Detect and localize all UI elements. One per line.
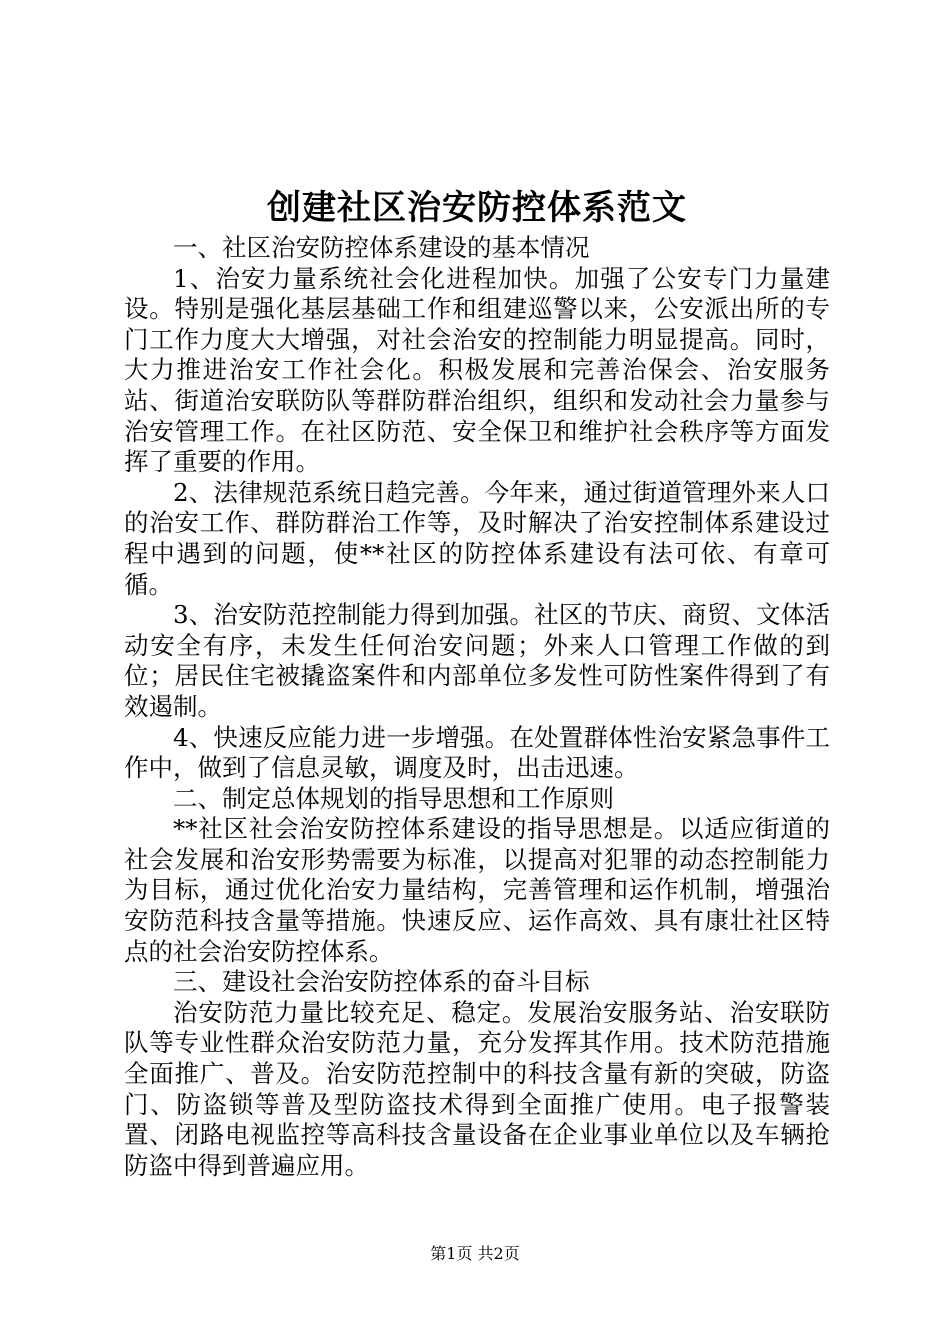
- paragraph-6: 治安防范力量比较充足、稳定。发展治安服务站、治安联防队等专业性群众治安防范力量，充分发挥其作用。技术防范措施全面推广、普及。治安防范控制中的科技含量有新的突破，防盗门、防盗锁等普及型防盗技术得到全面推广使用。电子报警装置、闭路电视监控等高科技含量设备在企业事业单位以及车辆抢防盗中得到普遍应用。: [124, 997, 830, 1180]
- paragraph-5: **社区社会治安防控体系建设的指导思想是。以适应街道的社会发展和治安形势需要为标准，以提高对犯罪的动态控制能力为目标，通过优化治安力量结构，完善管理和运作机制，增强治安防范科技含量等措施。快速反应、运作高效、具有康壮社区特点的社会治安防控体系。: [124, 814, 830, 966]
- paragraph-4: 4、快速反应能力进一步增强。在处置群体性治安紧急事件工作中，做到了信息灵敏，调度及时，出击迅速。: [124, 722, 830, 783]
- section-heading-1: 一、社区治安防控体系建设的基本情况: [173, 233, 590, 262]
- paragraph-3: 3、治安防范控制能力得到加强。社区的节庆、商贸、文体活动安全有序，未发生任何治安问题；外来人口管理工作做的到位；居民住宅被撬盗案件和内部单位多发性可防性案件得到了有效遏制。: [124, 600, 830, 721]
- document-title: 创建社区治安防控体系范文: [267, 188, 687, 228]
- page-number-label: 第1页 共2页: [430, 1244, 520, 1263]
- paragraph-2: 2、法律规范系统日趋完善。今年来，通过街道管理外来人口的治安工作、群防群治工作等，及时解决了治安控制体系建设过程中遇到的问题，使**社区的防控体系建设有法可依、有章可循。: [124, 477, 830, 599]
- section-heading-2: 二、制定总体规划的指导思想和工作原则: [173, 783, 614, 813]
- paragraph-1: 1、治安力量系统社会化进程加快。加强了公安专门力量建设。特别是强化基层基础工作和组建巡警以来，公安派出所的专门工作力度大大增强，对社会治安的控制能力明显提高。同时，大力推进治安工作社会化。积极发展和完善治保会、治安服务站、街道治安联防队等群防群治组织，组织和发动社会力量参与治安管理工作。在社区防范、安全保卫和维护社会秩序等方面发挥了重要的作用。: [124, 263, 830, 477]
- page-footer: [0, 1244, 950, 1264]
- document-body: [124, 233, 830, 1181]
- document-page: [124, 0, 830, 1344]
- section-heading-3: 三、建设社会治安防控体系的奋斗目标: [173, 967, 590, 997]
